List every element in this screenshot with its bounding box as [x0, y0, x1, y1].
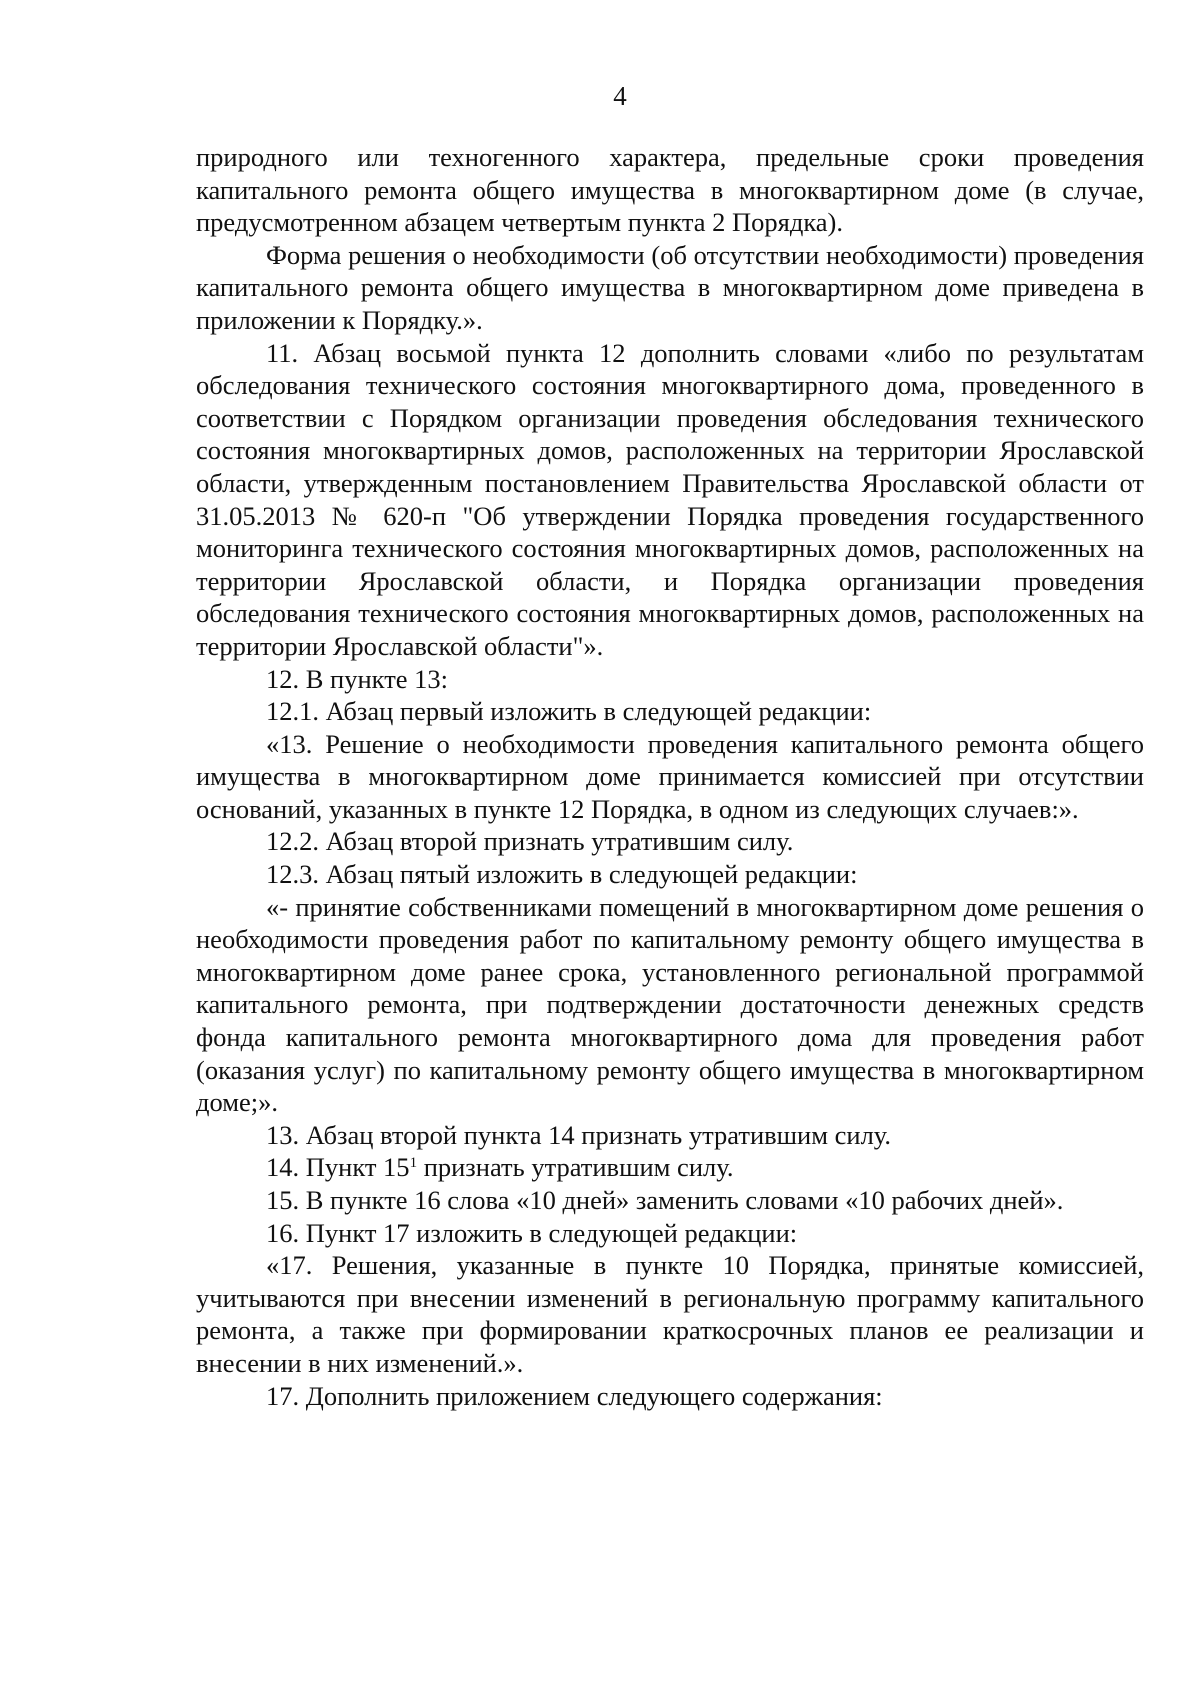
paragraph: «- принятие собственниками помещений в многоквартирном доме решения о необходимости проведения работ по капитальному ремонту общего имущества в многоквартирном доме ранее срока, установленного региональной программой капитального ремонта, при подтверждении достаточности денежных средств фонда капитального ремонта многоквартирного дома для проведения работ (оказания услуг) по капитальному ремонту общего имущества в многоквартирном доме;». [196, 891, 1144, 1118]
paragraph: 11. Абзац восьмой пункта 12 дополнить словами «либо по результатам обследования технического состояния многоквартирного дома, проведенного в соответствии с Порядком организации проведения обследования технического состояния многоквартирных домов, расположенных на территории Ярославской области, утвержденным постановлением Правительства Ярославской области от 31.05.2013 № 620-п "Об утверждении Порядка проведения государственного мониторинга технического состояния многоквартирных домов, расположенных на территории Ярославской области, и Порядка организации проведения обследования технического состояния многоквартирных домов, расположенных на территории Ярославской области"». [196, 337, 1144, 661]
item14-text: 14. Пункт 15 [266, 1152, 410, 1183]
paragraph: природного или техногенного характера, предельные сроки проведения капитального ремонта общего имущества в многоквартирном доме (в случае, предусмотренном абзацем четвертым пункта 2 Порядка). [196, 142, 1144, 238]
paragraph: 15. В пункте 16 слова «10 дней» заменить словами «10 рабочих дней». [266, 1185, 1064, 1215]
paragraph: 13. Абзац второй пункта 14 признать утратившим силу. [266, 1119, 892, 1150]
document-body [196, 141, 1144, 1412]
paragraph: «17. Решения, указанные в пункте 10 Порядка, принятые комиссией, учитываются при внесении изменений в региональную программу капитального ремонта, а также при формировании краткосрочных планов ее реализации и внесении в них изменений.». [196, 1250, 1144, 1378]
paragraph: Форма решения о необходимости (об отсутствии необходимости) проведения капитального ремонта общего имущества в многоквартирном доме приведена в приложении к Порядку.». [196, 239, 1144, 335]
item14-text-end: признать утратившим силу. [417, 1152, 734, 1183]
item14-superscript: 1 [409, 1155, 418, 1172]
paragraph: 17. Дополнить приложением следующего содержания: [266, 1380, 883, 1411]
paragraph: 12.1. Абзац первый изложить в следующей редакции: [266, 696, 872, 727]
page-number: 4 [613, 81, 627, 111]
paragraph: «13. Решение о необходимости проведения капитального ремонта общего имущества в многоквартирном доме принимается комиссией при отсутствии оснований, указанных в пункте 12 Порядка, в одном из следующих случаев:». [196, 728, 1144, 824]
paragraph-item-14 [196, 1151, 1144, 1184]
paragraph: 12.2. Абзац второй признать утратившим силу. [266, 826, 794, 857]
paragraph: 16. Пункт 17 изложить в следующей редакции: [266, 1217, 798, 1248]
paragraph: 12.3. Абзац пятый изложить в следующей редакции: [266, 859, 858, 890]
paragraph: 12. В пункте 13: [266, 663, 449, 694]
